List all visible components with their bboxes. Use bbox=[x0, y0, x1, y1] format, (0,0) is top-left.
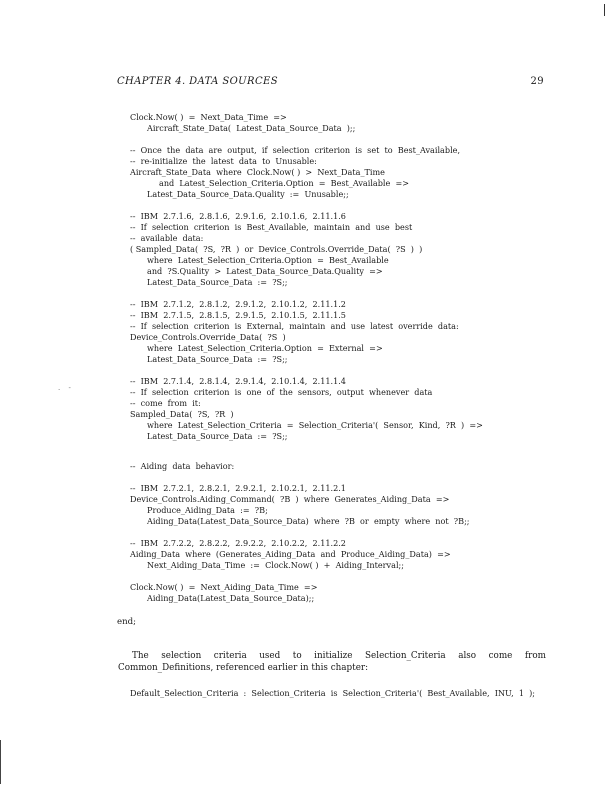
code-line: Clock.Now( ) = Next_Aiding_Data_Time => bbox=[130, 582, 318, 592]
code-line: Next_Aiding_Data_Time := Clock.Now( ) + Aiding_Interval;; bbox=[147, 560, 404, 570]
code-line: Sampled_Data( ?S, ?R ) bbox=[130, 409, 234, 419]
code-comment: -- come from it: bbox=[130, 398, 201, 408]
code-comment: -- IBM 2.7.1.5, 2.8.1.5, 2.9.1.5, 2.10.1.5, 2.11.1.5 bbox=[130, 310, 346, 320]
code-comment: -- available data: bbox=[130, 233, 204, 243]
code-line: Latest_Data_Source_Data.Quality := Unusable;; bbox=[147, 189, 349, 199]
code-line: Latest_Data_Source_Data := ?S;; bbox=[147, 354, 288, 364]
code-comment: -- If selection criterion is one of the sensors, output whenever data bbox=[130, 387, 433, 397]
body-paragraph: The selection criteria used to initialize Selection_Criteria also come from Common_Definitions, referenced earlier in this chapter: bbox=[118, 651, 546, 673]
code-line: Latest_Data_Source_Data := ?S;; bbox=[147, 277, 288, 287]
code-comment: -- If selection criterion is Best_Available, maintain and use best bbox=[130, 222, 413, 232]
code-comment: -- IBM 2.7.1.4, 2.8.1.4, 2.9.1.4, 2.10.1.4, 2.11.1.4 bbox=[130, 376, 346, 386]
code-line: Aiding_Data where (Generates_Aiding_Data and Produce_Aiding_Data) => bbox=[130, 549, 451, 559]
code-line: Aircraft_State_Data( Latest_Data_Source_Data );; bbox=[147, 123, 356, 133]
code-comment: -- IBM 2.7.2.2, 2.8.2.2, 2.9.2.2, 2.10.2.2, 2.11.2.2 bbox=[130, 538, 346, 548]
code-comment: -- Once the data are output, if selection criterion is set to Best_Available, bbox=[130, 145, 461, 155]
code-line: Aiding_Data(Latest_Data_Source_Data) where ?B or empty where not ?B;; bbox=[147, 516, 470, 526]
scan-edge-mark bbox=[604, 4, 605, 16]
code-line: Device_Controls.Override_Data( ?S ) bbox=[130, 332, 286, 342]
scan-edge-mark-left bbox=[0, 740, 1, 784]
code-comment: -- If selection criterion is External, maintain and use latest override data: bbox=[130, 321, 459, 331]
page-header bbox=[117, 76, 544, 90]
code-comment: -- re-initialize the latest data to Unusable: bbox=[130, 156, 317, 166]
code-line: Produce_Aiding_Data := ?B; bbox=[147, 505, 268, 515]
code-line: and Latest_Selection_Criteria.Option = Best_Available => bbox=[159, 178, 410, 188]
page-number: 29 bbox=[530, 76, 544, 87]
code-line: Device_Controls.Aiding_Command( ?B ) where Generates_Aiding_Data => bbox=[130, 494, 450, 504]
code-comment: -- Aiding data behavior: bbox=[130, 461, 235, 471]
code-line: Aircraft_State_Data where Clock.Now( ) > Next_Data_Time bbox=[130, 167, 385, 177]
definition-line: Default_Selection_Criteria : Selection_Criteria is Selection_Criteria'( Best_Available, INU, 1 ); bbox=[130, 688, 536, 698]
code-line: Clock.Now( ) = Next_Data_Time => bbox=[130, 112, 287, 122]
code-line: where Latest_Selection_Criteria = Selection_Criteria'( Sensor, Kind, ?R ) => bbox=[147, 420, 483, 430]
code-line: and ?S.Quality > Latest_Data_Source_Data.Quality => bbox=[147, 266, 383, 276]
code-line: ( Sampled_Data( ?S, ?R ) or Device_Controls.Override_Data( ?S ) ) bbox=[130, 244, 423, 254]
code-line: where Latest_Selection_Criteria.Option = Best_Available bbox=[147, 255, 389, 265]
code-line: where Latest_Selection_Criteria.Option = External => bbox=[147, 343, 383, 353]
code-line: Latest_Data_Source_Data := ?S;; bbox=[147, 431, 288, 441]
chapter-title: CHAPTER 4. DATA SOURCES bbox=[117, 76, 278, 87]
code-comment: -- IBM 2.7.2.1, 2.8.2.1, 2.9.2.1, 2.10.2.1, 2.11.2.1 bbox=[130, 483, 346, 493]
code-end: end; bbox=[117, 617, 137, 627]
code-comment: -- IBM 2.7.1.2, 2.8.1.2, 2.9.1.2, 2.10.1.2, 2.11.1.2 bbox=[130, 299, 346, 309]
code-comment: -- IBM 2.7.1.6, 2.8.1.6, 2.9.1.6, 2.10.1.6, 2.11.1.6 bbox=[130, 211, 346, 221]
code-line: Aiding_Data(Latest_Data_Source_Data);; bbox=[147, 593, 315, 603]
stray-scan-marks: . - bbox=[58, 384, 74, 392]
